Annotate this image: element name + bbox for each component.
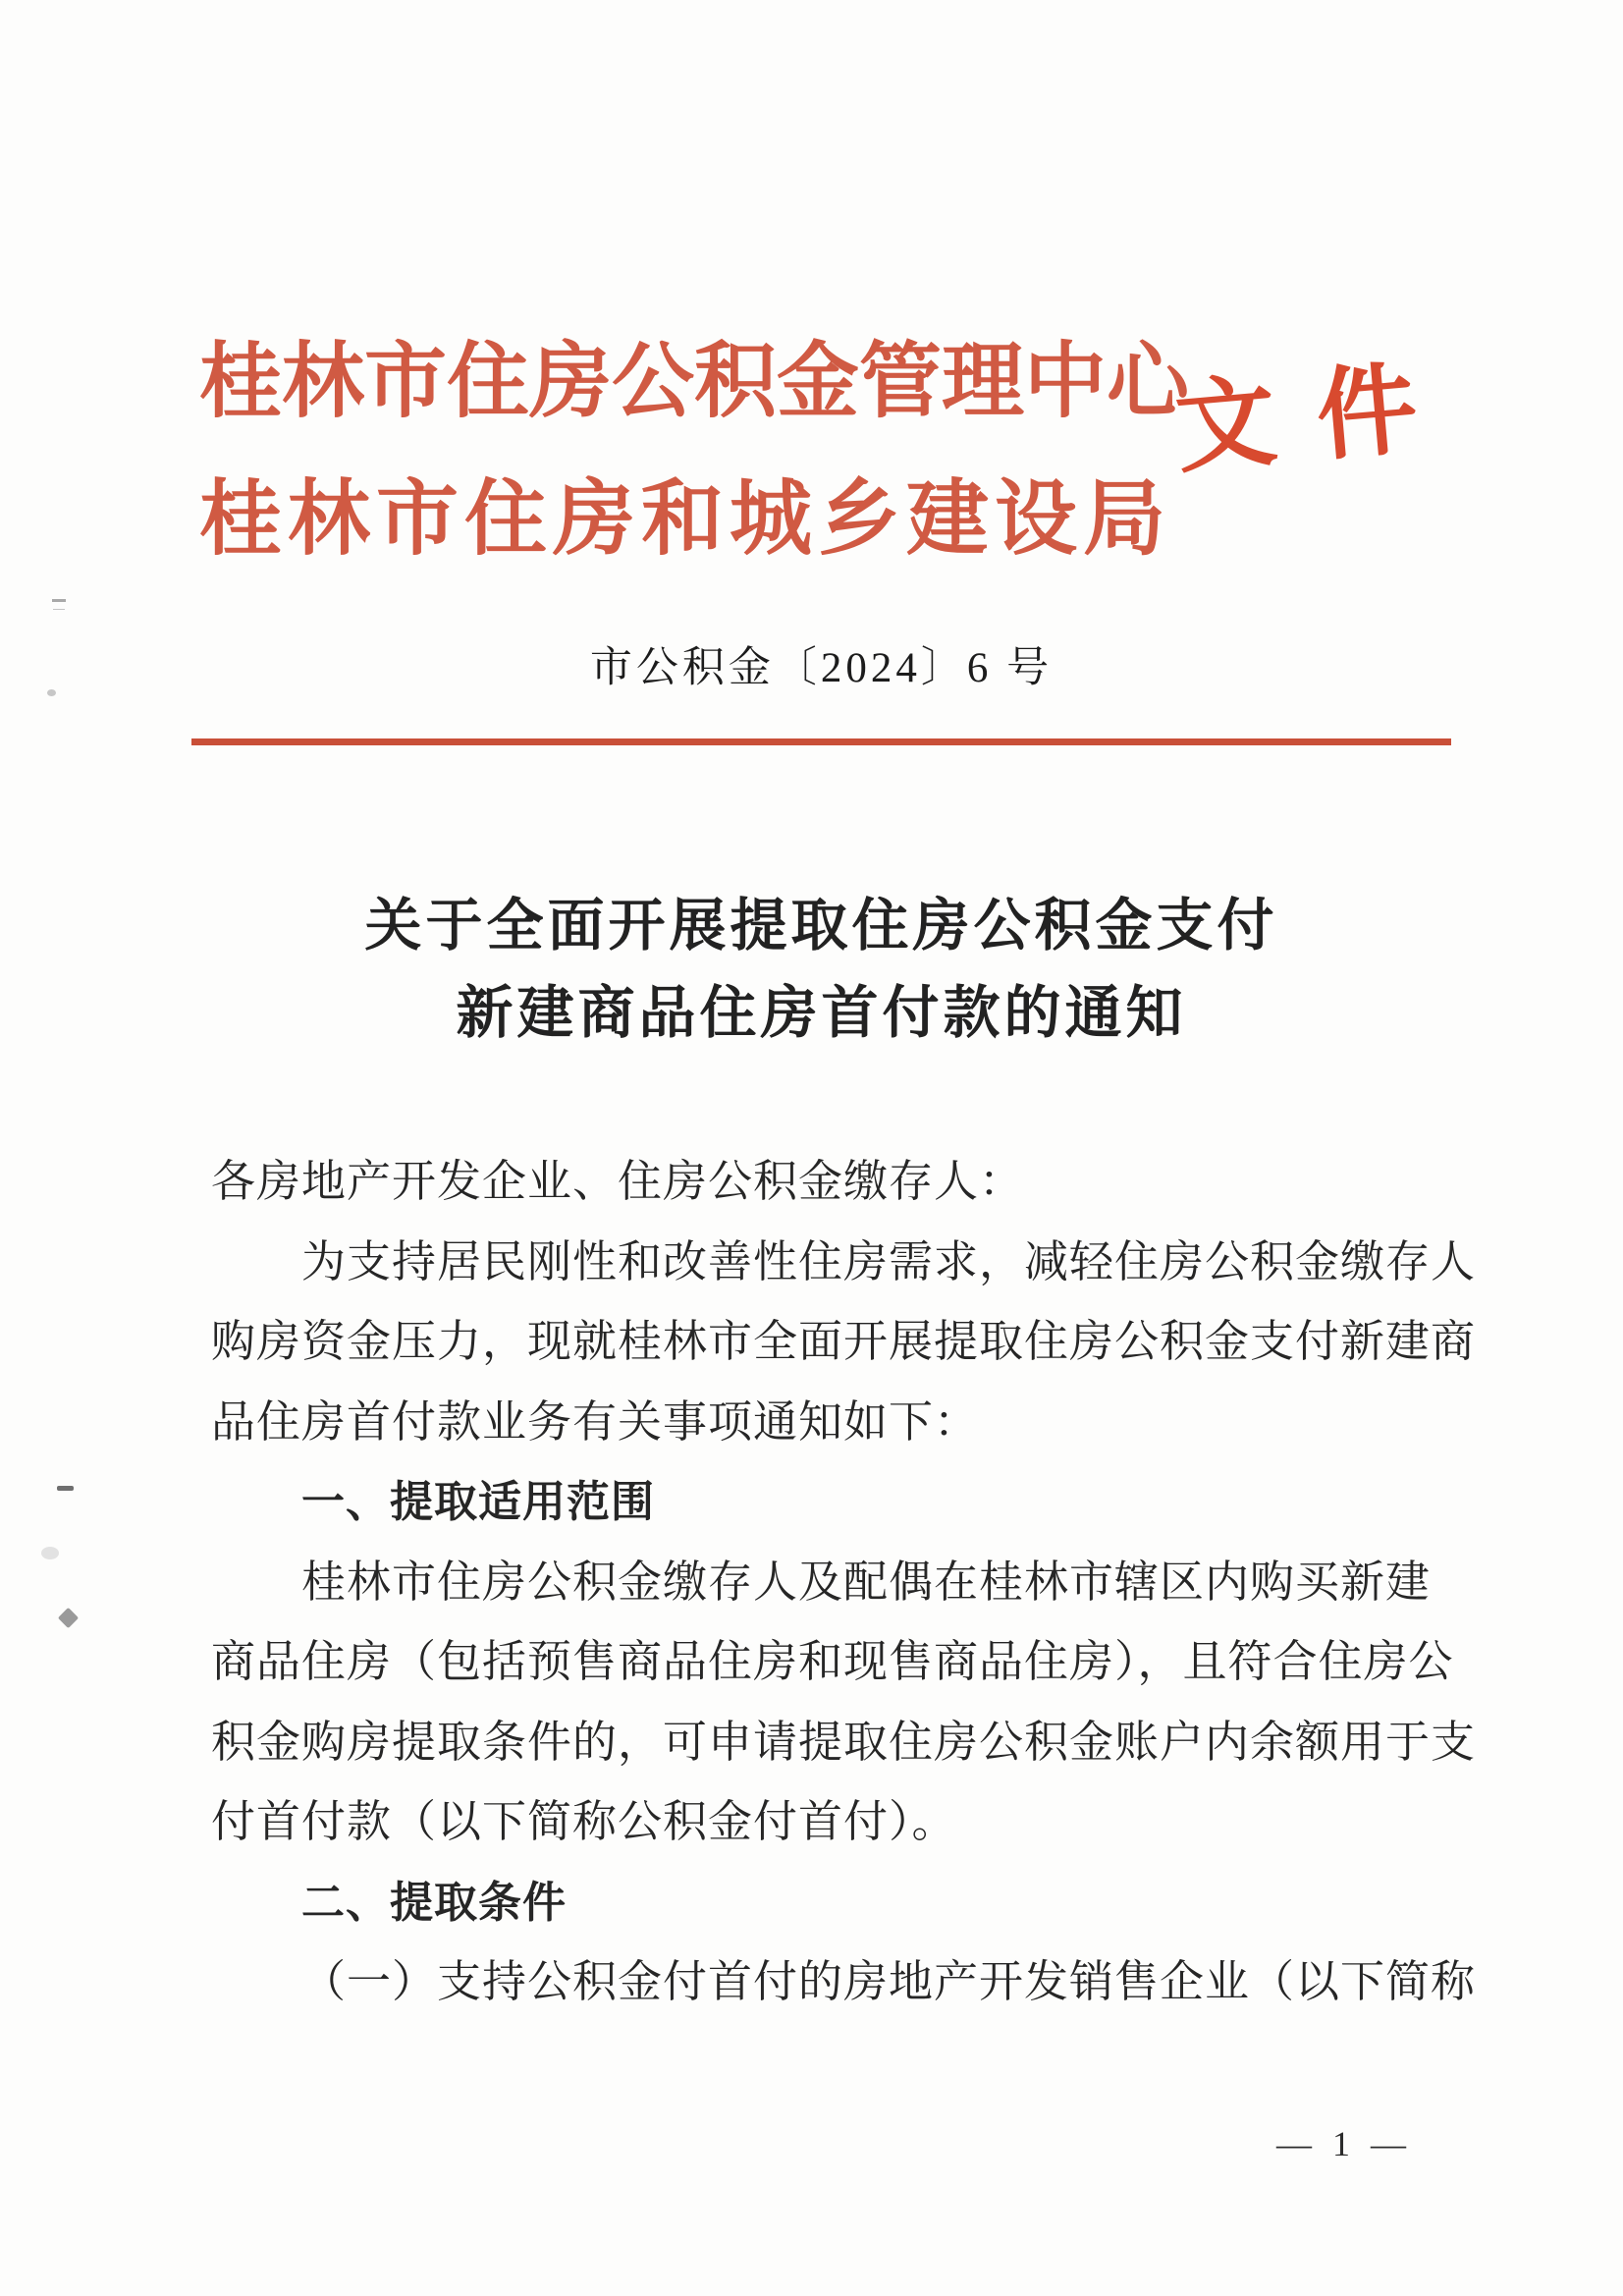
scan-artifact (57, 1486, 74, 1491)
body-line: 积金购房提取条件的，可申请提取住房公积金账户内余额用于支 (211, 1717, 1477, 1767)
letterhead-agency-line1: 桂林市住房公积金管理中心 (199, 337, 1190, 428)
body-line: 品住房首付款业务有关事项通知如下： (211, 1396, 980, 1447)
red-divider-line (191, 738, 1451, 745)
body-line: 付首付款（以下简称公积金付首付）。 (211, 1797, 957, 1846)
letterhead-agency-line2: 桂林市住房和城乡建设局 (199, 474, 1172, 566)
body-line: 桂林市住房公积金缴存人及配偶在桂林市辖区内购买新建 (301, 1557, 1432, 1607)
scan-artifact (52, 599, 66, 602)
scan-artifact (58, 1608, 79, 1628)
scan-artifact (47, 689, 56, 696)
document-title (191, 882, 1451, 1057)
document-number: 市公积金〔2024〕6 号 (589, 645, 1054, 691)
document-body (211, 1142, 1477, 2023)
document-title-line2: 新建商品住房首付款的通知 (456, 981, 1187, 1045)
body-line: （一）支持公积金付首付的房地产开发销售企业（以下简称 (301, 1957, 1477, 2006)
section-heading-2: 二、提取条件 (301, 1878, 567, 1927)
body-line: 为支持居民刚性和改善性住房需求，减轻住房公积金缴存人 (301, 1236, 1477, 1286)
document-title-line1: 关于全面开展提取住房公积金支付 (364, 894, 1278, 957)
page-number: — 1 — (1276, 2124, 1412, 2163)
salutation-line: 各房地产开发企业、住房公积金缴存人： (211, 1157, 1025, 1206)
body-line: 购房资金压力，现就桂林市全面开展提取住房公积金支付新建商 (211, 1317, 1477, 1366)
scan-artifact (41, 1547, 59, 1559)
section-heading-1: 一、提取适用范围 (301, 1478, 655, 1526)
body-line: 商品住房（包括预售商品住房和现售商品住房），且符合住房公 (211, 1637, 1454, 1686)
letterhead-doc-type-label: 文件 (1171, 351, 1463, 486)
